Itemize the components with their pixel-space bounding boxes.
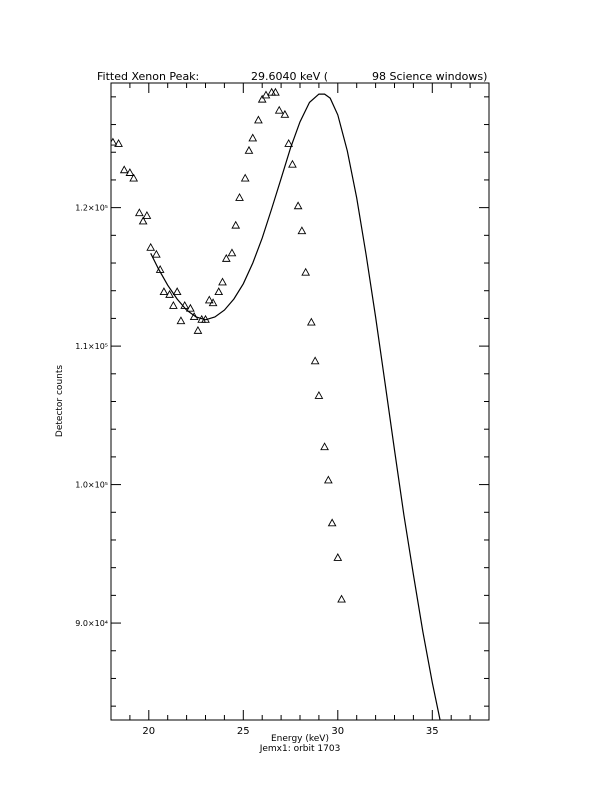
y-tick-label: 1.1×10⁵ <box>75 342 108 352</box>
data-point <box>255 116 262 123</box>
data-point <box>338 596 345 603</box>
chart-title-energy: 29.6040 keV ( <box>251 70 329 83</box>
data-point <box>136 209 143 216</box>
data-point <box>109 139 116 146</box>
x-tick-label: 25 <box>236 726 250 737</box>
data-point <box>315 392 322 399</box>
x-tick-label: 20 <box>142 726 156 737</box>
data-point <box>215 288 222 295</box>
plot-frame <box>111 83 489 720</box>
data-point <box>242 175 249 182</box>
data-point <box>298 227 305 234</box>
data-point <box>272 89 279 96</box>
axis-ticks <box>111 83 489 720</box>
y-tick-label: 1.0×10⁵ <box>75 480 108 490</box>
data-point <box>232 222 239 229</box>
data-point <box>177 317 184 324</box>
data-point <box>302 269 309 276</box>
data-point <box>249 134 256 141</box>
data-point <box>268 89 275 96</box>
data-point <box>228 249 235 256</box>
y-tick-label: 9.0×10⁴ <box>75 619 108 629</box>
chart-title-windows: 98 Science windows) <box>372 70 488 83</box>
data-point <box>329 519 336 526</box>
data-point <box>160 288 167 295</box>
data-point <box>325 476 332 483</box>
chart-title-prefix: Fitted Xenon Peak: <box>97 70 200 83</box>
y-axis-label: Detector counts <box>55 364 65 438</box>
data-point <box>143 212 150 219</box>
data-point <box>289 161 296 168</box>
data-point <box>312 357 319 364</box>
data-point <box>245 147 252 154</box>
fit-curve-line <box>151 94 467 792</box>
data-point <box>308 319 315 326</box>
data-points <box>109 89 345 602</box>
y-tick-labels <box>75 204 108 628</box>
y-tick-label: 1.2×10⁵ <box>75 203 108 213</box>
data-point <box>121 166 128 173</box>
footer-label: Jemx1: orbit 1703 <box>259 744 341 754</box>
data-point <box>295 202 302 209</box>
x-tick-label: 30 <box>331 726 345 737</box>
data-point <box>321 443 328 450</box>
data-point <box>259 96 266 103</box>
data-point <box>276 107 283 114</box>
data-point <box>219 278 226 285</box>
x-tick-label: 35 <box>425 726 439 737</box>
data-point <box>147 244 154 251</box>
fit-curve <box>151 94 467 792</box>
data-point <box>194 327 201 334</box>
data-point <box>170 302 177 309</box>
data-point <box>153 251 160 258</box>
data-point <box>236 194 243 201</box>
data-point <box>334 554 341 561</box>
data-point <box>174 288 181 295</box>
x-axis-label: Energy (keV) <box>271 734 329 744</box>
